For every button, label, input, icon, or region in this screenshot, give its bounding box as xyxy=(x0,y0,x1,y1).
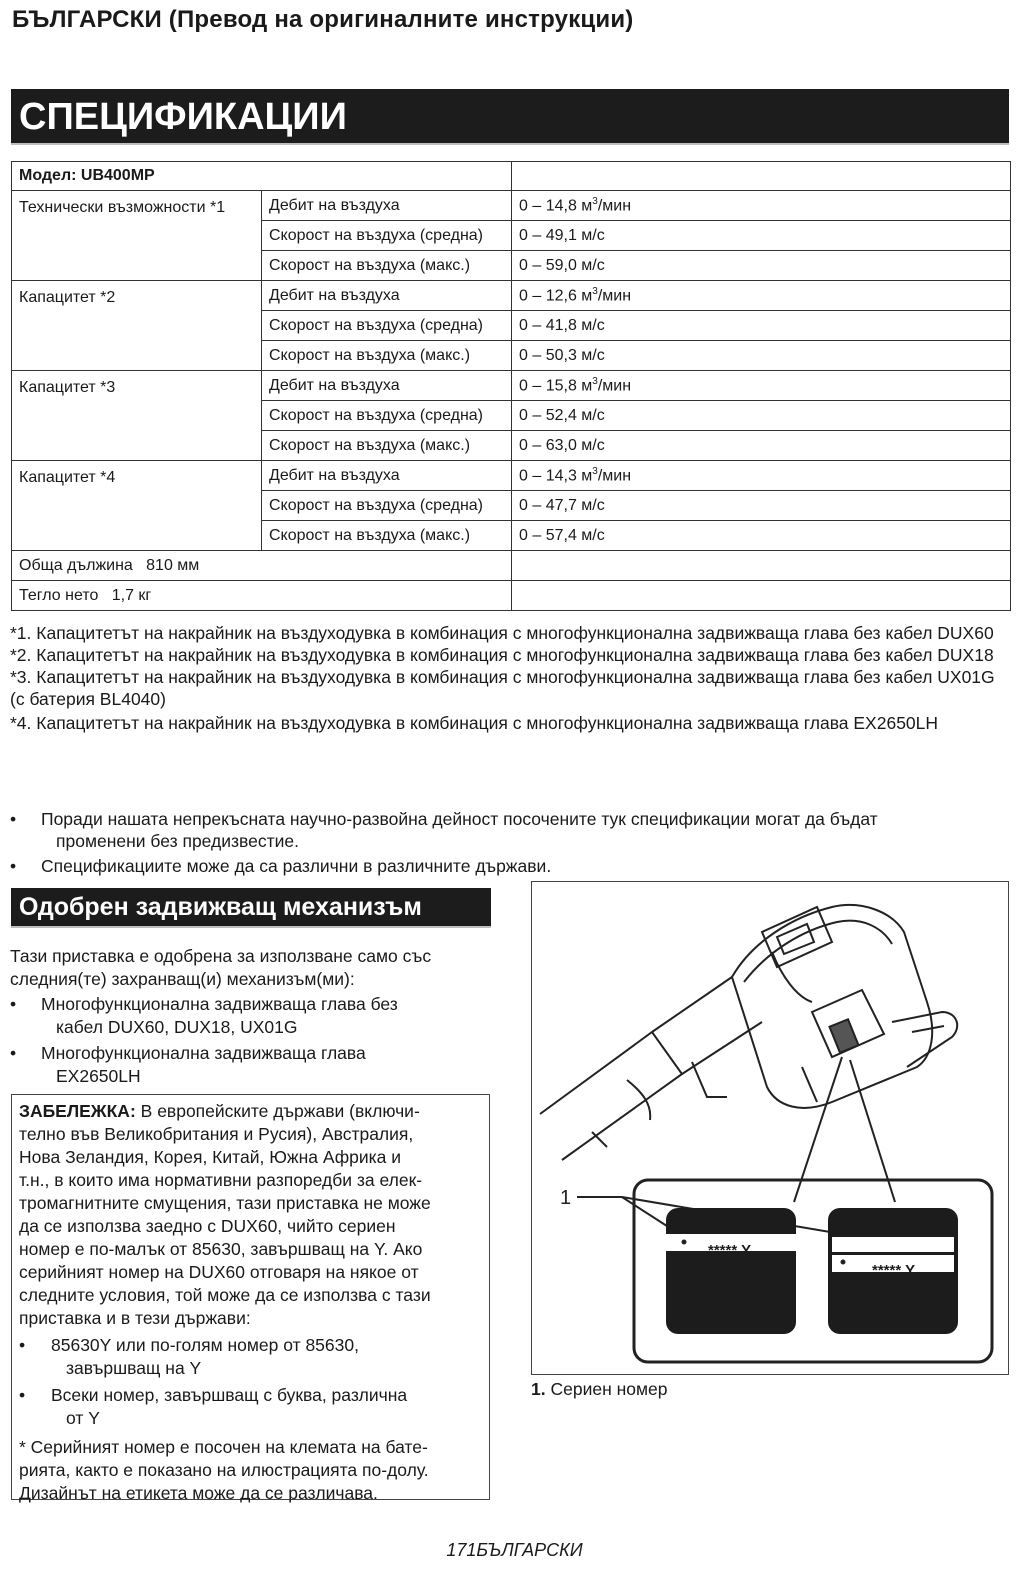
row-value: 0 – 52,4 м/с xyxy=(512,401,1011,431)
row-value: 0 – 14,8 м xyxy=(519,197,593,215)
specifications-banner: СПЕЦИФИКАЦИИ xyxy=(11,89,1009,145)
list-item: • 85630Y или по-голям номер от 85630, завършващ на Y xyxy=(19,1335,359,1378)
table-row xyxy=(12,551,1011,581)
row-value: 0 – 47,7 м/с xyxy=(512,491,1011,521)
footnote: *4. Капацитетът на накрайник на въздуходувка в комбинация с многофункционална задвижваща глава EX2650LH xyxy=(10,713,939,733)
tool-illustration xyxy=(532,882,1007,1373)
row-value: 0 – 50,3 м/с xyxy=(512,341,1011,371)
model-cell: Модел: UB400MP xyxy=(12,162,512,191)
serial-number-figure xyxy=(531,881,1009,1375)
approved-drive-text: Тази приставка е одобрена за използване само със следния(те) захранващ(и) механизъм(ми): • Многофункционална задвижваща глава без кабел DUX60, DUX18, UX01G • Многофункционална задвижваща глава EX2650LH xyxy=(10,945,490,1091)
length-cell: Обща дължина 810 мм xyxy=(12,551,512,581)
row-value: 0 – 14,3 м xyxy=(519,467,593,485)
footnotes xyxy=(10,622,1000,734)
footnote: *2. Капацитетът на накрайник на въздуходувка в комбинация с многофункционална задвижваща глава без кабел DUX18 xyxy=(10,645,994,665)
group-label: Технически възможности *1 xyxy=(12,191,262,281)
row-name: Дебит на въздуха xyxy=(262,281,512,311)
note-label: ЗАБЕЛЕЖКА: xyxy=(19,1101,136,1121)
approved-drive-banner: Одобрен задвижващ механизъм xyxy=(11,888,491,928)
row-name: Скорост на въздуха (макс.) xyxy=(262,431,512,461)
row-name: Скорост на въздуха (макс.) xyxy=(262,251,512,281)
row-value: 0 – 63,0 м/с xyxy=(512,431,1011,461)
serial-label-left xyxy=(666,1208,796,1334)
specifications-table xyxy=(11,161,1011,611)
group-label: Капацитет *3 xyxy=(12,371,262,461)
group-label: Капацитет *4 xyxy=(12,461,262,551)
list-item: • Многофункционална задвижваща глава EX2650LH xyxy=(10,1043,366,1086)
list-item: • Всеки номер, завършващ с буква, различна от Y xyxy=(19,1385,408,1428)
list-item: • Поради нашата непрекъсната научно-развойна дейност посочените тук спецификации могат да бъдат променени без предизвестие. xyxy=(10,809,878,851)
row-name: Скорост на въздуха (средна) xyxy=(262,401,512,431)
page-number: 171 xyxy=(446,1540,477,1560)
footer-language: БЪЛГАРСКИ xyxy=(476,1540,583,1560)
serial-text: ***** Y xyxy=(708,1242,752,1259)
row-name: Скорост на въздуха (средна) xyxy=(262,491,512,521)
table-row xyxy=(12,162,1011,191)
table-row: Капацитет *3 Дебит на въздуха 0 – 15,8 $м^3$/мин xyxy=(12,371,1011,401)
serial-text: ***** Y xyxy=(872,1262,916,1279)
row-value: 0 – 49,1 м/с xyxy=(512,221,1011,251)
figure-caption: 1. Сериен номер xyxy=(531,1379,668,1399)
row-value: 0 – 57,4 м/с xyxy=(512,521,1011,551)
row-name: Дебит на въздуха xyxy=(262,461,512,491)
row-name: Скорост на въздуха (средна) xyxy=(262,221,512,251)
row-name: Скорост на въздуха (средна) xyxy=(262,311,512,341)
row-value: 0 – 59,0 м/с xyxy=(512,251,1011,281)
row-name: Скорост на въздуха (макс.) xyxy=(262,341,512,371)
table-row: Капацитет *2 Дебит на въздуха 0 – 12,6 $м^3$/мин xyxy=(12,281,1011,311)
spec-bullets xyxy=(10,808,1010,880)
table-row xyxy=(12,581,1011,611)
row-value: 0 – 15,8 м xyxy=(519,377,593,395)
list-item: • Спецификациите може да са различни в различните държави. xyxy=(10,856,552,876)
table-row: Капацитет *4 Дебит на въздуха 0 – 14,3 $м^3$/мин xyxy=(12,461,1011,491)
weight-cell: Тегло нето 1,7 кг xyxy=(12,581,512,611)
footnote: *3. Капацитетът на накрайник на въздуходувка в комбинация с многофункционална задвижваща глава без кабел UX01G (с батерия BL4040) xyxy=(10,667,995,709)
row-value: 0 – 41,8 м/с xyxy=(512,311,1011,341)
callout-number: 1 xyxy=(560,1187,572,1209)
table-row: Технически възможности *1 Дебит на въздуха 0 – 14,8 $м^3$/мин xyxy=(12,191,1011,221)
note-box: ЗАБЕЛЕЖКА: В европейските държави (включи- телно във Великобритания и Русия), Австралия, Нова Зеландия, Корея, Китай, Южна Африка и т.н., в които има нормативни разпоредби за елек- тромагнитните смущения, тази приставка не може да се използва заедно с DUX60, чийто сериен номер е по-малък от 85630, завършващ на Y. Ако серийният номер на DUX60 отговаря на някое от следните условия, той може да се използва с тази приставка и в тези държави: • 85630Y или по-голям номер от 85630, завършващ на Y • Всеки номер, завършващ с буква, различна от Y * Серийният номер е посочен на клемата на бате- рията, както е показано на илюстрацията по-долу. Дизайнът на етикета може да се различава. xyxy=(11,1094,490,1500)
row-name: Дебит на въздуха xyxy=(262,191,512,221)
row-name: Дебит на въздуха xyxy=(262,371,512,401)
list-item: • Многофункционална задвижваща глава без кабел DUX60, DUX18, UX01G xyxy=(10,994,398,1037)
page-footer xyxy=(0,1540,1029,1561)
footnote: *1. Капацитетът на накрайник на въздуходувка в комбинация с многофункционална задвижваща глава без кабел DUX60 xyxy=(10,623,994,643)
document-title: БЪЛГАРСКИ (Превод на оригиналните инструкции) xyxy=(12,6,634,33)
row-value: 0 – 12,6 м xyxy=(519,287,593,305)
group-label: Капацитет *2 xyxy=(12,281,262,371)
row-name: Скорост на въздуха (макс.) xyxy=(262,521,512,551)
